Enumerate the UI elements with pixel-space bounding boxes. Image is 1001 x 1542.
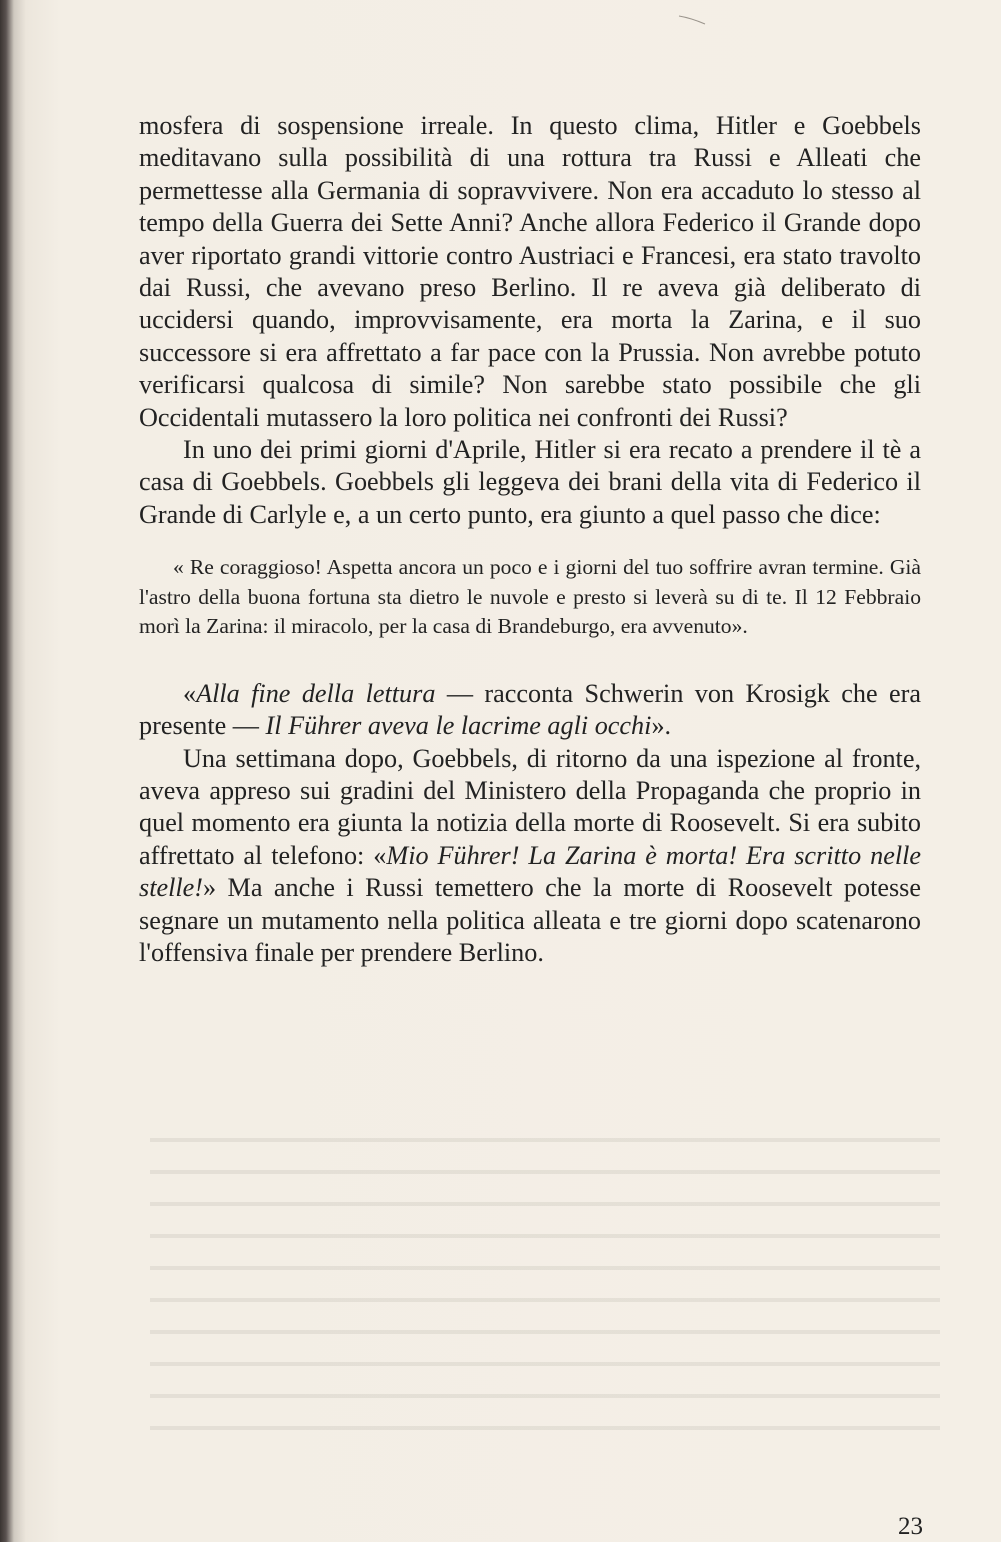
bleed-through-shadow: [150, 1120, 940, 1440]
italic-quote: Il Führer aveva le lacrime agli occhi: [265, 711, 652, 741]
italic-phrase: Alla fine della lettura: [196, 678, 436, 708]
attribution: — racconta Schwerin von Krosigk che era presente —: [139, 678, 921, 741]
scan-artifact-mark: [677, 8, 707, 28]
italic-exclamation: Mio Führer! La Zarina è morta! Era scritto nelle stelle!: [139, 840, 921, 903]
close-quote: ».: [651, 711, 672, 741]
block-quote: « Re coraggioso! Aspetta ancora un poco e i giorni del tuo soffrire avran termine. Già l'astro della buona fortuna sta dietro le nuvole e presto si leverà su di te. Il 12 Febbraio morì la Zarina: il miracolo, per la casa di Brandeburgo, era avvenuto».: [139, 555, 921, 639]
narrative-text-end: » Ma anche i Russi temettero che la morte di Roosevelt potesse segnare un mutamento nella politica alleata e tre giorni dopo scatenarono l'offensiva finale per prendere Berlino.: [139, 873, 921, 968]
paragraph-2: In uno dei primi giorni d'Aprile, Hitler si era recato a prendere il tè a casa di Goebbels. Goebbels gli leggeva dei brani della vita di Federico il Grande di Carlyle e, a un certo punto, era giunto a quel passo che dice:: [139, 435, 921, 529]
paragraph-1: mosfera di sospensione irreale. In questo clima, Hitler e Goebbels meditavano sulla possibilità di una rottura tra Russi e Alleati che permettesse alla Germania di sopravvivere. Non era accaduto lo stesso al tempo della Guerra dei Sette Anni? Anche allora Federico il Grande dopo aver riportato grandi vittorie contro Austriaci e Francesi, era stato travolto dai Russi, che avevano preso Berlino. Il re aveva già deliberato di uccidersi quando, improvvisamente, era morta la Zarina, e il suo successore si era affrettato a far pace con la Prussia. Non avrebbe potuto verificarsi qualcosa di simile? Non sarebbe stato possibile che gli Occidentali mutassero la loro politica nei confronti dei Russi?: [139, 111, 921, 432]
page-number: 23: [898, 1513, 923, 1540]
open-quote: «: [183, 678, 197, 708]
paragraph-3: [139, 678, 921, 743]
body-text: [139, 110, 921, 969]
narrative-text: Una settimana dopo, Goebbels, di ritorno da una ispezione al fronte, aveva appreso sui gradini del Ministero della Propaganda che proprio in quel momento era giunta la notizia della morte di Roosevelt. Si era subito affrettato al telefono: «: [139, 743, 921, 870]
paragraph-4: [139, 743, 921, 970]
